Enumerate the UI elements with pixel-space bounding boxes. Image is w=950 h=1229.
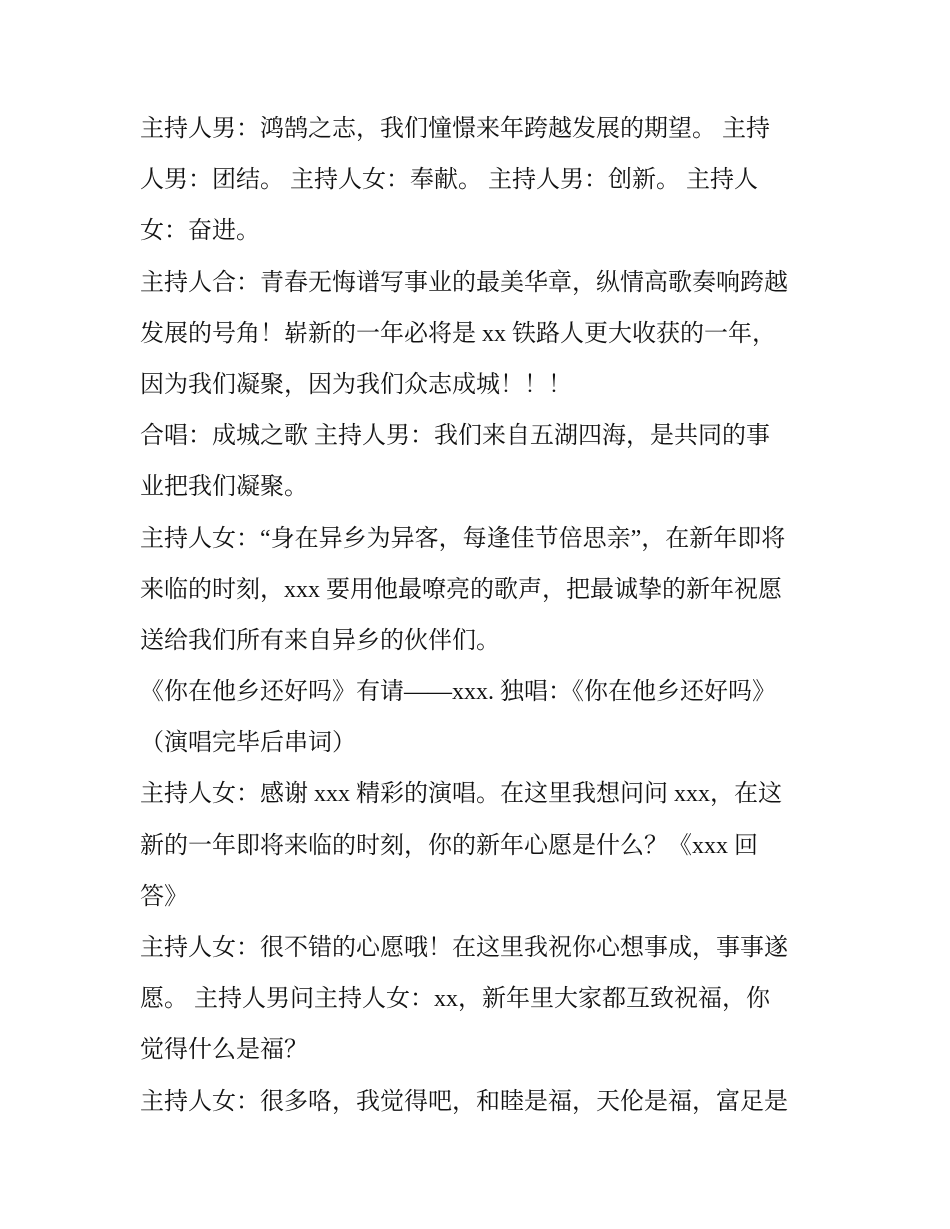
text-line: 因为我们凝聚，因为我们众志成城！！！ (140, 371, 572, 398)
text-line: 主持人女：感谢 xxx 精彩的演唱。在这里我想问问 xxx，在这 (140, 781, 782, 808)
text-line: 送给我们所有来自异乡的伙伴们。 (140, 627, 500, 654)
text-line: （演唱完毕后串词） (140, 730, 356, 757)
document-body (140, 104, 820, 1128)
text-line: 主持人合：青春无悔谱写事业的最美华章，纵情高歌奏响跨越 (140, 269, 788, 296)
text-line: 人男：团结。 主持人女：奉献。 主持人男：创新。 主持人 (140, 167, 758, 194)
text-line: 主持人女：很多咯，我觉得吧，和睦是福，天伦是福，富足是 (140, 1088, 788, 1115)
text-line: 答》 (140, 883, 188, 910)
text-line: 女：奋进。 (140, 218, 260, 245)
text-line: 愿。 主持人男问主持人女：xx，新年里大家都互致祝福，你 (140, 986, 770, 1013)
text-line: 主持人女：很不错的心愿哦！在这里我祝你心想事成，事事遂 (140, 935, 788, 961)
text-line: 主持人女：“身在异乡为异客，每逢佳节倍思亲”，在新年即将 (140, 525, 786, 552)
text-line: 《你在他乡还好吗》有请——xxx. 独唱：《你在他乡还好吗》 (140, 679, 776, 706)
text-line: 来临的时刻，xxx 要用他最嘹亮的歌声，把最诚挚的新年祝愿 (140, 576, 782, 603)
text-line: 发展的号角！崭新的一年必将是 xx 铁路人更大收获的一年， (140, 320, 776, 347)
text-line: 新的一年即将来临的时刻，你的新年心愿是什么？《xxx 回 (140, 832, 758, 859)
text-line: 合唱：成城之歌 主持人男：我们来自五湖四海，是共同的事 (140, 423, 770, 450)
text-line: 业把我们凝聚。 (140, 474, 308, 501)
text-line: 主持人男：鸿鹄之志，我们憧憬来年跨越发展的期望。 主持 (140, 116, 770, 142)
text-line: 觉得什么是福？ (140, 1037, 308, 1064)
